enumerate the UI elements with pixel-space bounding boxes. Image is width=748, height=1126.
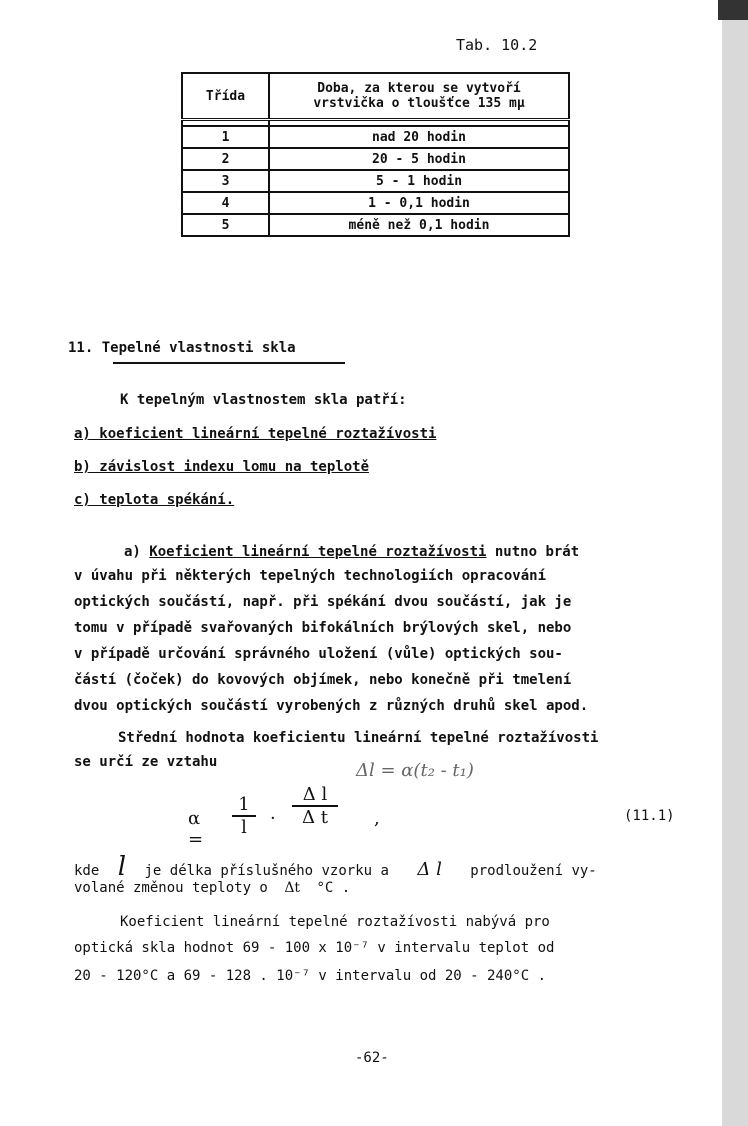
time-cell: méně než 0,1 hodin [269,214,569,236]
where-line2-text: volané změnou teploty o [74,880,268,896]
paragraph1-first-line [124,544,579,560]
list-item-a: a) koeficient lineární tepelné roztažívosti [74,426,437,442]
table-row [182,170,569,192]
grade-cell: 4 [182,192,269,214]
paragraph1-prefix: a) [124,544,150,560]
page-number: -62- [355,1050,389,1066]
fraction-one-over-l [232,794,256,838]
where-line1 [74,852,597,882]
paragraph1-line: tomu v případě svařovaných bifokálních brýlových skel, nebo [74,620,572,636]
paragraph1-line: dvou optických součástí vyrobených z různých druhů skel apod. [74,698,589,714]
header-class: Třída [182,73,269,120]
paragraph1-line: částí (čoček) do kovových objímek, nebo konečně při tmelení [74,672,572,688]
time-cell: 20 - 5 hodin [269,148,569,170]
time-cell: nad 20 hodin [269,126,569,148]
table-row [182,214,569,236]
page-edge [722,0,748,1126]
grade-cell: 5 [182,214,269,236]
table-header-row [182,73,569,120]
heading-underline [113,362,345,364]
formula-comma: , [374,808,380,829]
grade-cell: 1 [182,126,269,148]
fraction-numerator: 1 [232,794,256,817]
section-heading: 11. Tepelné vlastnosti skla [68,340,296,356]
formula-lhs: α = [188,808,204,850]
intro-text: K tepelným vlastnostem skla patří: [120,392,407,408]
fraction-denominator: Δ t [302,807,328,828]
formula-dot: · [270,808,276,829]
header-duration-line1: Doba, za kterou se vytvoří [317,81,521,96]
paragraph2-line: se určí ze vztahu [74,754,218,770]
grade-cell: 3 [182,170,269,192]
symbol-dl: Δ l [417,859,442,880]
paragraph3-line: 20 - 120°C a 69 - 128 . 10⁻⁷ v intervalu od 20 - 240°C . [74,968,547,984]
header-duration [269,73,569,120]
where-line2 [74,880,350,896]
list-item-c: c) teplota spékání. [74,492,235,508]
paragraph3-line: Koeficient lineární tepelné roztažívosti nabývá pro [120,914,550,930]
where-text2: prodloužení vy- [470,863,597,879]
fraction-dl-over-dt [292,784,338,828]
paragraph1-line: v případě určování správného uložení (vůle) optických sou- [74,646,563,662]
fraction-numerator: Δ l [292,784,338,807]
paragraph1-title: Koeficient lineární tepelné roztažívosti [149,544,487,560]
paragraph1-rest: nutno brát [486,544,580,560]
equation-number: (11.1) [624,808,675,824]
header-duration-line2: vrstvička o tloušťce 135 mμ [313,96,525,111]
page-edge-shadow [718,0,748,20]
time-cell: 5 - 1 hodin [269,170,569,192]
grade-table [181,72,570,237]
where-unit: °C . [316,880,351,896]
paragraph2-line: Střední hodnota koeficientu lineární tepelné roztažívosti [118,730,599,746]
list-item-b: b) závislost indexu lomu na teplotě [74,459,370,475]
grade-cell: 2 [182,148,269,170]
paragraph1-line: v úvahu při některých tepelných technologiích opracování [74,568,547,584]
time-cell: 1 - 0,1 hodin [269,192,569,214]
table-label: Tab. 10.2 [456,36,538,54]
table-row [182,192,569,214]
symbol-l: l [117,852,127,882]
table-row [182,126,569,148]
fraction-denominator: l [241,817,247,838]
where-text1: je délka příslušného vzorku a [144,863,389,879]
handwritten-note: Δl = α(t₂ - t₁) [356,760,474,781]
paragraph3-line: optická skla hodnot 69 - 100 x 10⁻⁷ v intervalu teplot od [74,940,555,956]
symbol-dt: Δt [284,880,301,896]
paragraph1-line: optických součástí, např. při spékání dvou součástí, jak je [74,594,572,610]
table-row [182,148,569,170]
where-kde: kde [74,863,100,879]
